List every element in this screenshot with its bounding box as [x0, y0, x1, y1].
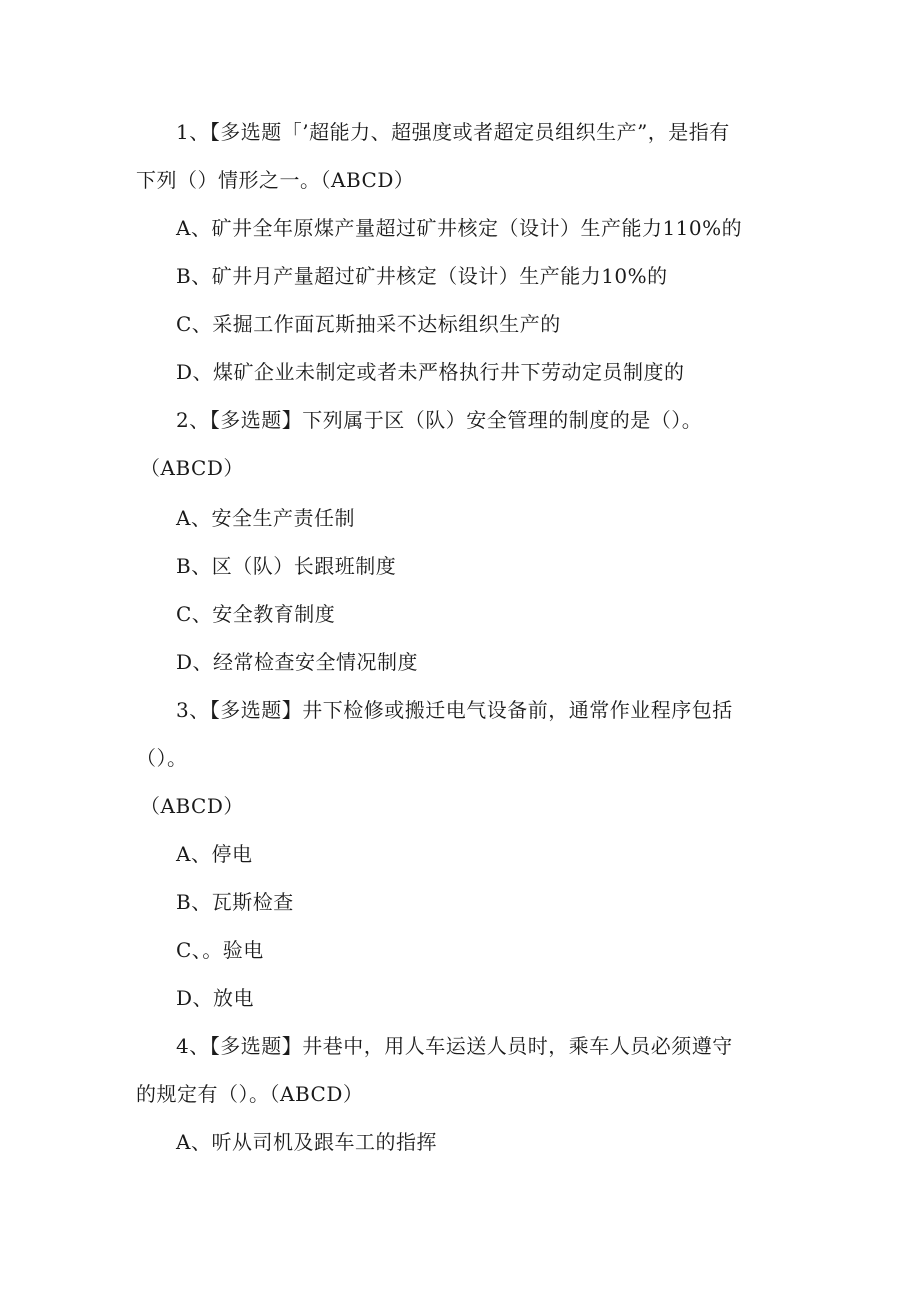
question-3-stem-line-2: （）。	[136, 746, 188, 770]
question-2-stem-line-1: 2、【多选题】下列属于区（队）安全管理的制度的是（）。	[176, 408, 703, 432]
question-2-option-c: C、安全教育制度	[176, 602, 336, 626]
question-1-option-c: C、采掘工作面瓦斯抽采不达标组织生产的	[176, 312, 561, 336]
question-3-option-d: D、放电	[176, 986, 255, 1010]
question-2-option-a: A、安全生产责任制	[176, 506, 355, 530]
question-3-option-b: B、瓦斯检查	[176, 890, 294, 914]
question-2-option-d: D、经常检查安全情况制度	[176, 650, 419, 674]
question-4-option-a: A、听从司机及跟车工的指挥	[176, 1130, 437, 1154]
question-3-stem-line-3: （ABCD）	[140, 794, 244, 818]
question-2-stem-line-2: （ABCD）	[140, 456, 244, 480]
question-4-stem-line-1: 4、【多选题】井巷中，用人车运送人员时，乘车人员必须遵守	[176, 1034, 733, 1058]
question-4-stem-line-2: 的规定有（）。（ABCD）	[136, 1082, 364, 1106]
question-1-option-d: D、煤矿企业未制定或者未严格执行井下劳动定员制度的	[176, 360, 685, 384]
question-2-option-b: B、区（队）长跟班制度	[176, 554, 397, 578]
question-1-option-a: A、矿井全年原煤产量超过矿井核定（设计）生产能力110%的	[176, 216, 743, 240]
question-3-option-c: C、。验电	[176, 938, 264, 962]
question-1-stem-line-2: 下列（）情形之一。（ABCD）	[136, 168, 415, 192]
question-1-option-b: B、矿井月产量超过矿井核定（设计）生产能力10%的	[176, 264, 668, 288]
question-3-option-a: A、停电	[176, 842, 253, 866]
question-3-stem-line-1: 3、【多选题】井下检修或搬迁电气设备前，通常作业程序包括	[176, 698, 733, 722]
question-1-stem-line-1: 1、【多选题「’超能力、超强度或者超定员组织生产”，是指有	[176, 120, 730, 144]
